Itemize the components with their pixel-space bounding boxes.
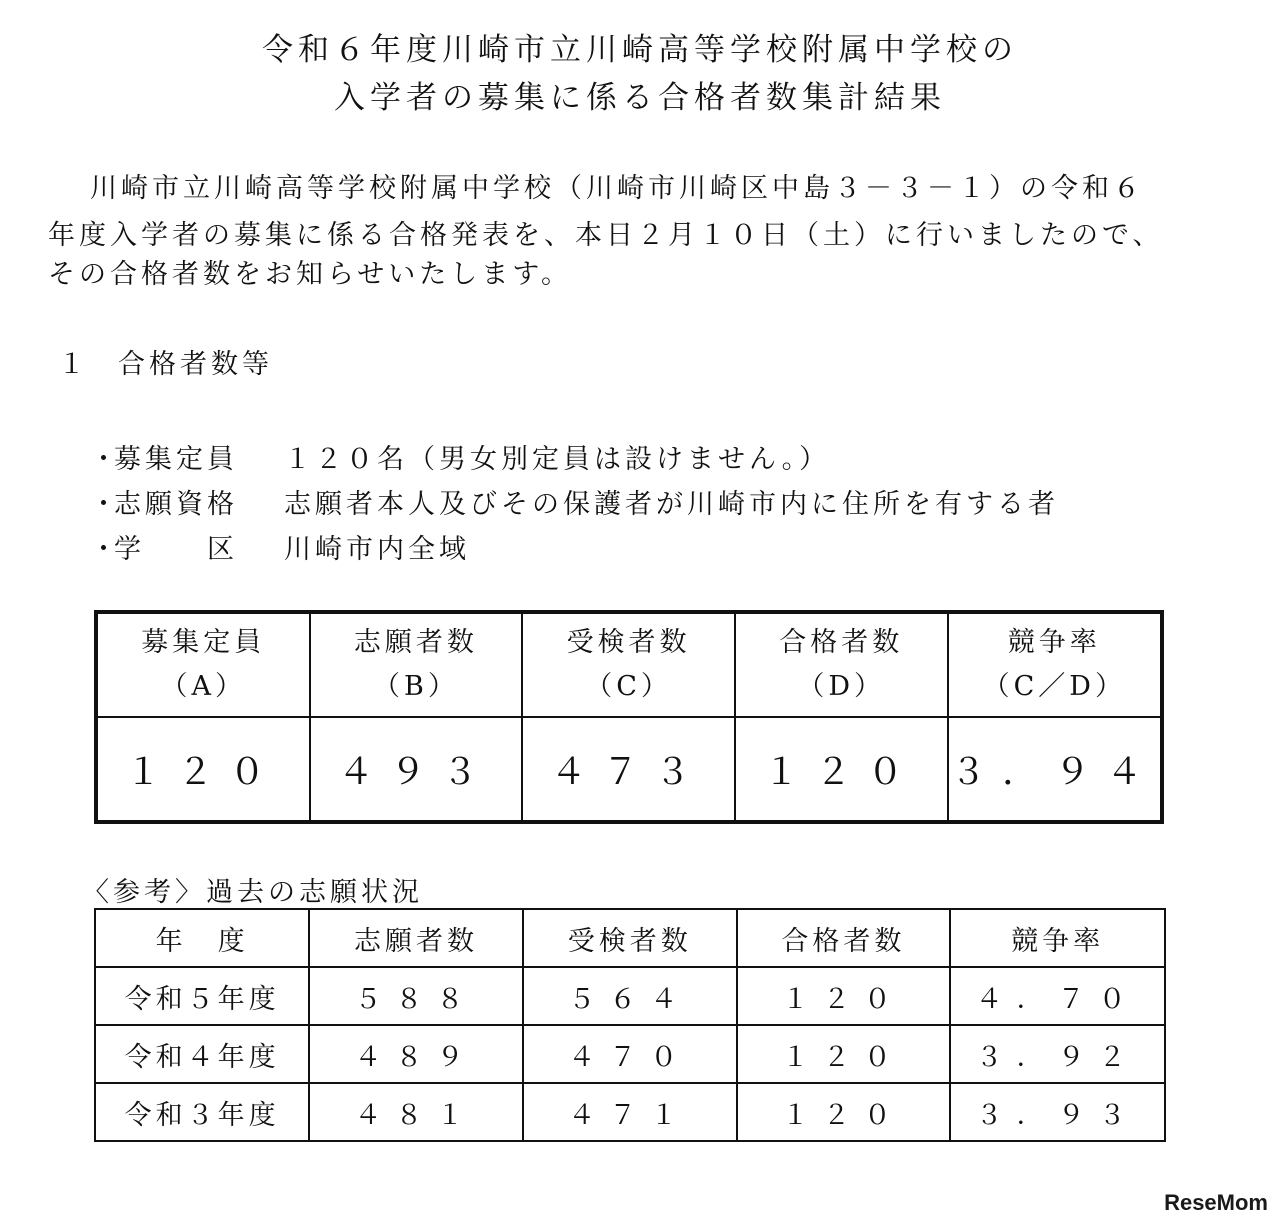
bullet-eligibility xyxy=(90,482,1059,521)
header-cell xyxy=(96,612,310,717)
results-table xyxy=(94,610,1164,824)
bullet-label: 募集定員 xyxy=(114,444,238,475)
year-cell: 令和３年度 xyxy=(95,1083,309,1141)
table-cell: ５６４ xyxy=(523,967,737,1025)
section-heading xyxy=(58,342,273,381)
table-cell: １２０ xyxy=(737,1025,951,1083)
header-code: （A） xyxy=(160,671,247,702)
document-title-line-2: 入学者の募集に係る合格者数集計結果 xyxy=(334,80,946,116)
header-name: 合格者数 xyxy=(779,627,904,658)
results-header-row xyxy=(96,612,1162,717)
table-cell: ４．７０ xyxy=(950,967,1165,1025)
table-cell: ４７０ xyxy=(523,1025,737,1083)
table-cell: ３．９２ xyxy=(950,1025,1165,1083)
year-cell: 令和４年度 xyxy=(95,1025,309,1083)
bullet-dot: ・ xyxy=(90,489,121,520)
bullet-dot: ・ xyxy=(90,444,121,475)
table-cell: ３．９３ xyxy=(950,1083,1165,1141)
header-code: （C／D） xyxy=(982,671,1126,702)
table-cell: １２０ xyxy=(737,967,951,1025)
bullet-capacity xyxy=(90,437,830,476)
value-cell: ３．９４ xyxy=(948,717,1162,822)
table-cell: ４８９ xyxy=(309,1025,523,1083)
header-cell xyxy=(948,612,1162,717)
header-cell: 合格者数 xyxy=(737,909,951,967)
section-number: １ xyxy=(58,349,89,380)
bullet-value: 川崎市内全域 xyxy=(284,534,470,565)
header-cell xyxy=(735,612,948,717)
header-name: 志願者数 xyxy=(353,627,478,658)
watermark-logo: ReseMom xyxy=(1164,1190,1268,1215)
table-row xyxy=(95,1083,1165,1141)
reference-table xyxy=(94,908,1166,1142)
value-cell: ４９３ xyxy=(310,717,523,822)
document-title-line-1: 令和６年度川崎市立川崎高等学校附属中学校の xyxy=(262,32,1018,68)
bullet-dot: ・ xyxy=(90,534,121,565)
year-cell: 令和５年度 xyxy=(95,967,309,1025)
bullet-label: 学 区 xyxy=(114,534,238,565)
reference-heading: 〈参考〉過去の志願状況 xyxy=(82,877,423,908)
results-value-row xyxy=(96,717,1162,822)
table-cell: ４８１ xyxy=(309,1083,523,1141)
table-cell: １２０ xyxy=(737,1083,951,1141)
table-cell: ４７１ xyxy=(523,1083,737,1141)
intro-line-2: 年度入学者の募集に係る合格発表を、本日２月１０日（土）に行いましたので、 xyxy=(48,220,1164,251)
bullet-value: １２０名（男女別定員は設けません。） xyxy=(284,444,831,475)
header-name: 募集定員 xyxy=(141,627,266,658)
bullet-label: 志願資格 xyxy=(114,489,238,520)
header-cell: 受検者数 xyxy=(523,909,737,967)
header-code: （B） xyxy=(373,671,459,702)
header-cell xyxy=(522,612,735,717)
header-cell: 年 度 xyxy=(95,909,309,967)
header-name: 受検者数 xyxy=(566,627,691,658)
intro-line-3: その合格者数をお知らせいたします。 xyxy=(48,259,573,290)
header-cell xyxy=(310,612,523,717)
bullet-value: 志願者本人及びその保護者が川崎市内に住所を有する者 xyxy=(284,489,1059,520)
header-cell: 志願者数 xyxy=(309,909,523,967)
table-row xyxy=(95,967,1165,1025)
section-title: 合格者数等 xyxy=(118,349,273,380)
header-code: （D） xyxy=(797,671,886,702)
header-name: 競争率 xyxy=(1007,627,1101,658)
value-cell: １２０ xyxy=(735,717,948,822)
value-cell: ４７３ xyxy=(522,717,735,822)
value-cell: １２０ xyxy=(96,717,310,822)
bullet-district xyxy=(90,527,470,566)
header-cell: 競争率 xyxy=(950,909,1165,967)
reference-header-row xyxy=(95,909,1165,967)
header-code: （C） xyxy=(585,671,672,702)
intro-line-1: 川崎市立川崎高等学校附属中学校（川崎市川崎区中島３－３－１）の令和６ xyxy=(90,173,1144,204)
table-cell: ５８８ xyxy=(309,967,523,1025)
table-row xyxy=(95,1025,1165,1083)
